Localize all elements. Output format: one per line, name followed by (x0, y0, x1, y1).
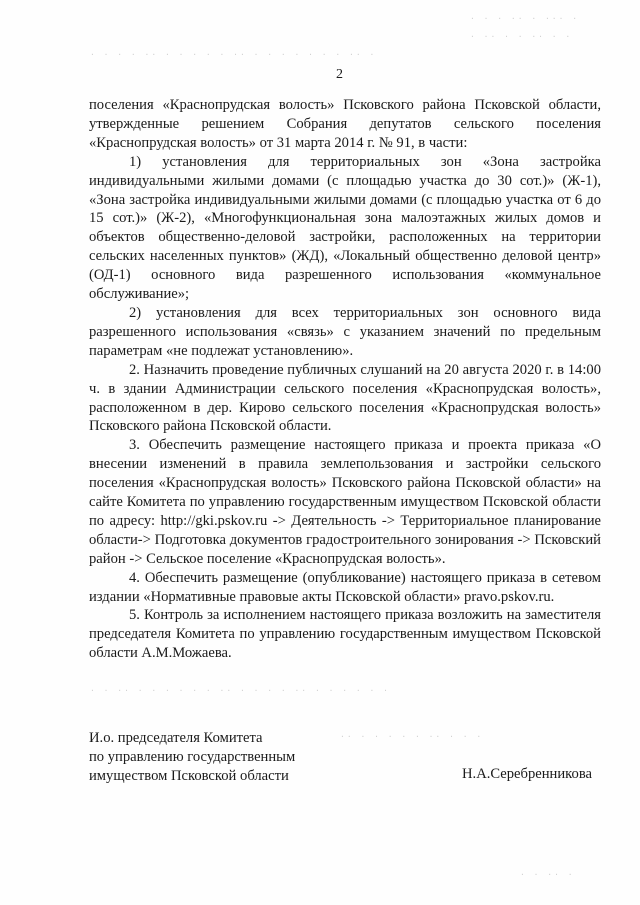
scan-artifact: ·· · · · · · ·· · · · (340, 732, 484, 741)
signatory-name: Н.А.Серебренникова (462, 766, 592, 782)
page-number: 2 (336, 67, 343, 82)
document-body (89, 96, 601, 663)
paragraph-item-3: 3. Обеспечить размещение настоящего приказа и проекта приказа «О внесении изменений в правила землепользования и застройки сельского поселения «Краснопрудская волость» Псковского района Псковской области» на сайте Комитета по управлению государственным имуществом Псковской области по адресу: http://gki.pskov.ru -> Деятельность -> Территориальное планирование области-> Подготовка документов градостроительного зонирования -> Псковский район -> Сельское поселение «Краснопрудская волость». (89, 437, 601, 567)
scan-artifact: · · ·· · · · · · · ·· · · · · ·· · · · · · · (90, 686, 390, 695)
paragraph-item-2: 2. Назначить проведение публичных слушаний на 20 августа 2020 г. в 14:00 ч. в здании Администрации сельского поселения «Краснопрудская волость», расположенном в дер. Кирово сельского поселения «Краснопрудская волость» Псковского района Псковской области. (89, 361, 601, 435)
paragraph-intro: поселения «Краснопрудская волость» Псковского района Псковской области, утвержденные решением Собрания депутатов сельского поселения «Краснопрудская волость» от 31 марта 2014 г. № 91, в части: (89, 97, 601, 151)
paragraph-item-5: 5. Контроль за исполнением настоящего приказа возложить на заместителя председателя Комитета по управлению государственным имуществом Псковской области А.М.Можаева. (89, 607, 601, 662)
scan-artifact: · · · ·· · ··· · (470, 14, 580, 23)
scan-artifact: · ·· · · ·· · · (470, 32, 573, 41)
signature-title-line: имуществом Псковской области (89, 767, 289, 784)
paragraph-item-1-2: 2) установления для всех территориальных зон основного вида разрешенного использования «связь» с указанием значений по предельным параметрам «не подлежат установлению». (89, 304, 601, 359)
scan-artifact: · · ·· · (520, 870, 575, 879)
signature-title-line: по управлению государственным (89, 748, 296, 765)
signature-title-line: И.о. председателя Комитета (89, 730, 263, 746)
paragraph-item-1-1: 1) установления для территориальных зон «Зона застройка индивидуальными жилыми домами (с площадью участка до 30 сот.)» (Ж-1), «Зона застройка индивидуальными жилыми домами (с площадью участка от 6 до 15 сот.)» (Ж-2), «Многофункциональная зона малоэтажных жилых домов и объектов общественно-деловой застройки, расположенных на территории сельских населенных пунктов» (ЖД), «Локальный общественно деловой центр» (ОД-1) основного вида разрешенного использования «коммунальное обслуживание»; (89, 153, 601, 303)
signature-title (89, 729, 295, 786)
paragraph-item-4: 4. Обеспечить размещение (опубликование) настоящего приказа в сетевом издании «Нормативные правовые акты Псковской области» pravo.pskov.ru. (89, 569, 601, 605)
scan-artifact: · · · · ·· · · · · · ·· · · · · · · · ·· · (90, 50, 377, 59)
